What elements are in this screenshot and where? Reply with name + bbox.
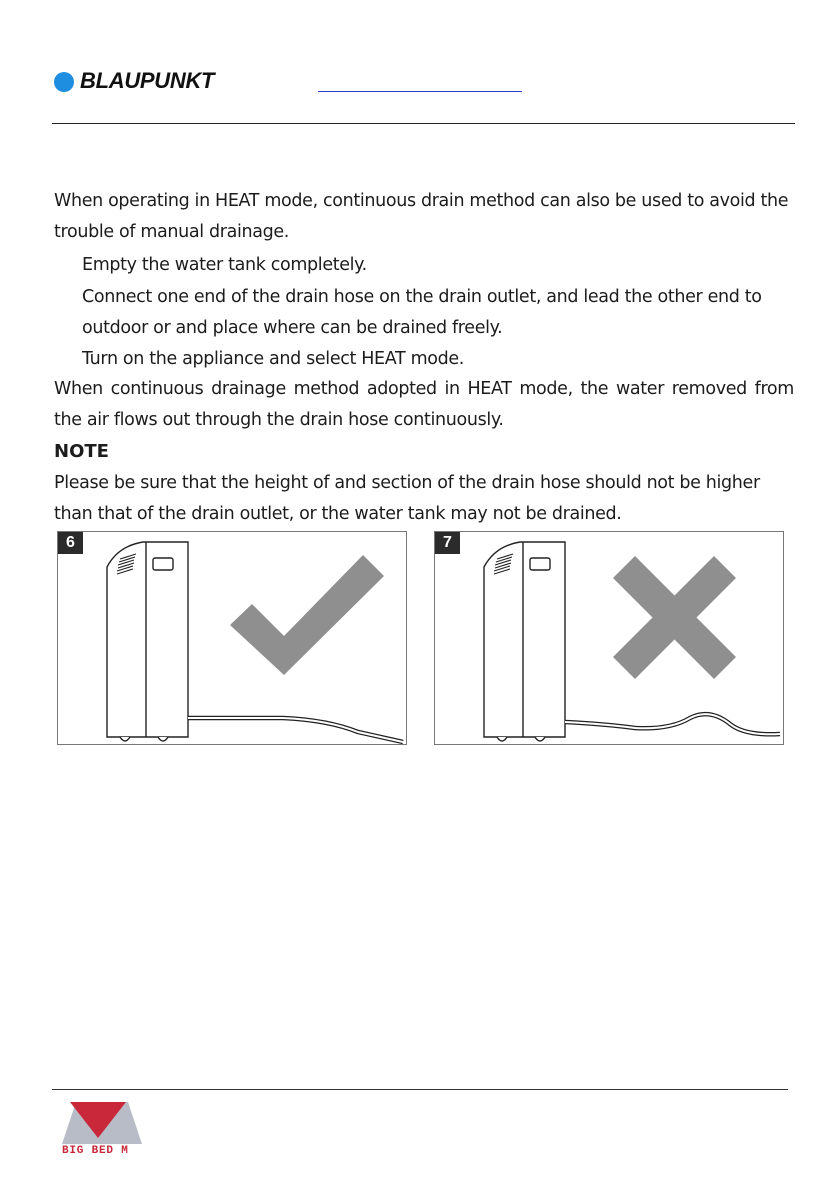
appliance-drawing	[107, 542, 188, 741]
footer-logo-icon	[62, 1100, 142, 1146]
figure-incorrect-hose	[434, 531, 784, 745]
note-heading: NOTE	[54, 441, 109, 462]
figure-incorrect-illustration	[435, 532, 783, 744]
check-mark-shape	[230, 555, 384, 675]
step-item-1: Empty the water tank completely.	[82, 255, 367, 275]
cross-mark-icon	[613, 556, 736, 679]
brand-logo-text: BLAUPUNKT	[80, 68, 215, 93]
figure-number-7: 7	[435, 532, 460, 554]
note-paragraph: Please be sure that the height of and section of the drain hose should not be higher than that of the drain outlet, or the water tank may not be drained.	[54, 473, 760, 524]
step-item-3: Turn on the appliance and select HEAT mode.	[82, 349, 465, 369]
step-item-2: Connect one end of the drain hose on the drain outlet, and lead the other end to outdoor or and place where can be drained freely.	[82, 287, 762, 338]
figure-correct-hose	[57, 531, 407, 745]
figure-correct-illustration	[58, 532, 406, 744]
intro-paragraph: When operating in HEAT mode, continuous drain method can also be used to avoid the trouble of manual drainage.	[54, 191, 789, 242]
result-paragraph: When continuous drainage method adopted in HEAT mode, the water removed from the air flows out through the drain hose continuously.	[54, 379, 794, 430]
brand-logo-dot	[54, 72, 74, 92]
appliance-drawing	[484, 542, 565, 741]
footer-divider	[52, 1089, 788, 1090]
footer-logo-text: BIG BED M	[62, 1145, 129, 1157]
figure-number-6: 6	[58, 532, 83, 554]
header-divider	[52, 123, 795, 124]
header-link-underline[interactable]	[318, 91, 522, 92]
